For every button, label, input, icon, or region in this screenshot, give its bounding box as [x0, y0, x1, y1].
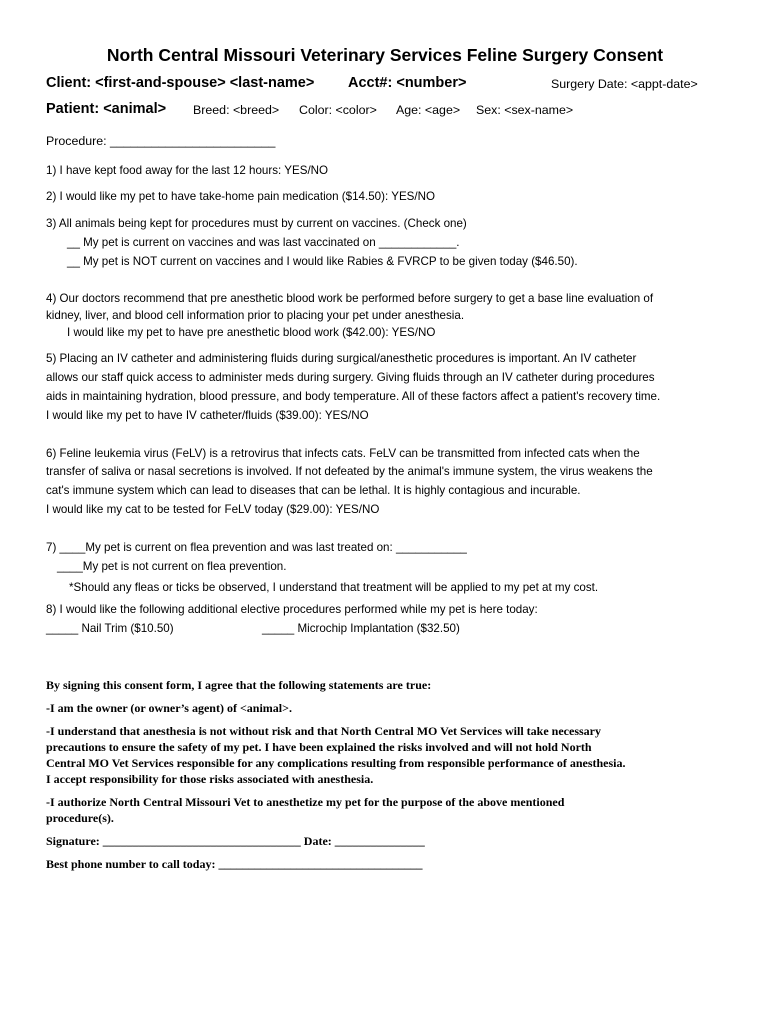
patient-field: Patient: <animal> [46, 101, 167, 117]
question-2: 2) I would like my pet to have take-home pain medication ($14.50): YES/NO [46, 190, 436, 203]
question-3-option-not-current: __ My pet is NOT current on vaccines and I would like Rabies & FVRCP to be given today ($46.50). [67, 255, 578, 268]
account-field: Acct#: <number> [348, 75, 467, 91]
consent-risk-line-1: -I understand that anesthesia is not without risk and that North Central MO Vet Services will take necessary [46, 724, 601, 738]
question-6-line-4: I would like my cat to be tested for FeLV today ($29.00): YES/NO [46, 503, 380, 516]
consent-authorize-line-2: procedure(s). [46, 811, 114, 825]
question-6-line-2: transfer of saliva or nasal secretions is involved. If not defeated by the animal's immune system, the virus weakens the [46, 465, 653, 478]
consent-authorize-line-1: -I authorize North Central Missouri Vet to anesthetize my pet for the purpose of the above mentioned [46, 795, 565, 809]
question-3: 3) All animals being kept for procedures must by current on vaccines. (Check one) [46, 217, 467, 230]
question-1: 1) I have kept food away for the last 12 hours: YES/NO [46, 164, 329, 177]
microchip-option: _____ Microchip Implantation ($32.50) [262, 622, 460, 635]
consent-owner: -I am the owner (or owner’s agent) of <animal>. [46, 701, 292, 715]
age-field: Age: <age> [396, 103, 461, 117]
color-field: Color: <color> [299, 103, 377, 117]
question-4-line-1: 4) Our doctors recommend that pre anesthetic blood work be performed before surgery to get a base line evaluation of [46, 292, 654, 305]
question-5-line-2: allows our staff quick access to administer meds during surgery. Giving fluids through an IV catheter during procedures [46, 371, 655, 384]
phone-line: Best phone number to call today: __________________________________ [46, 857, 423, 871]
question-7-note: *Should any fleas or ticks be observed, I understand that treatment will be applied to my pet at my cost. [69, 581, 599, 594]
question-6-line-1: 6) Feline leukemia virus (FeLV) is a retrovirus that infects cats. FeLV can be transmitted from infected cats when the [46, 447, 640, 460]
question-4-line-3: I would like my pet to have pre anesthetic blood work ($42.00): YES/NO [67, 326, 436, 339]
sex-field: Sex: <sex-name> [476, 103, 574, 117]
question-7-line-2: ____My pet is not current on flea prevention. [57, 560, 287, 573]
procedure-field: Procedure: ________________________ [46, 134, 276, 148]
signature-line: Signature: _________________________________ Date: _______________ [46, 834, 425, 848]
surgery-date-field: Surgery Date: <appt-date> [551, 77, 698, 91]
nail-trim-option: _____ Nail Trim ($10.50) [46, 622, 174, 635]
question-5-line-3: aids in maintaining hydration, blood pressure, and body temperature. All of these factors affect a patient's recovery time. [46, 390, 661, 403]
question-7-line-1: 7) ____My pet is current on flea prevention and was last treated on: ___________ [46, 541, 467, 554]
question-5-line-4: I would like my pet to have IV catheter/fluids ($39.00): YES/NO [46, 409, 369, 422]
consent-risk-line-2: precautions to ensure the safety of my pet. I have been explained the risks involved and will not hold North [46, 740, 592, 754]
question-5-line-1: 5) Placing an IV catheter and administering fluids during surgical/anesthetic procedures is important. An IV catheter [46, 352, 637, 365]
breed-field: Breed: <breed> [193, 103, 280, 117]
question-6-line-3: cat's immune system which can lead to diseases that can be lethal. It is highly contagious and incurable. [46, 484, 581, 497]
client-field: Client: <first-and-spouse> <last-name> [46, 75, 315, 91]
consent-risk-line-4: I accept responsibility for those risks associated with anesthesia. [46, 772, 374, 786]
form-title: North Central Missouri Veterinary Services Feline Surgery Consent [106, 45, 664, 65]
consent-intro: By signing this consent form, I agree that the following statements are true: [46, 678, 432, 692]
consent-risk-line-3: Central MO Vet Services responsible for any complications resulting from responsible performance of anesthesia. [46, 756, 626, 770]
question-3-option-current: __ My pet is current on vaccines and was last vaccinated on ____________. [67, 236, 460, 249]
question-8: 8) I would like the following additional elective procedures performed while my pet is here today: [46, 603, 538, 616]
question-4-line-2: kidney, liver, and blood cell information prior to placing your pet under anesthesia. [46, 309, 465, 322]
